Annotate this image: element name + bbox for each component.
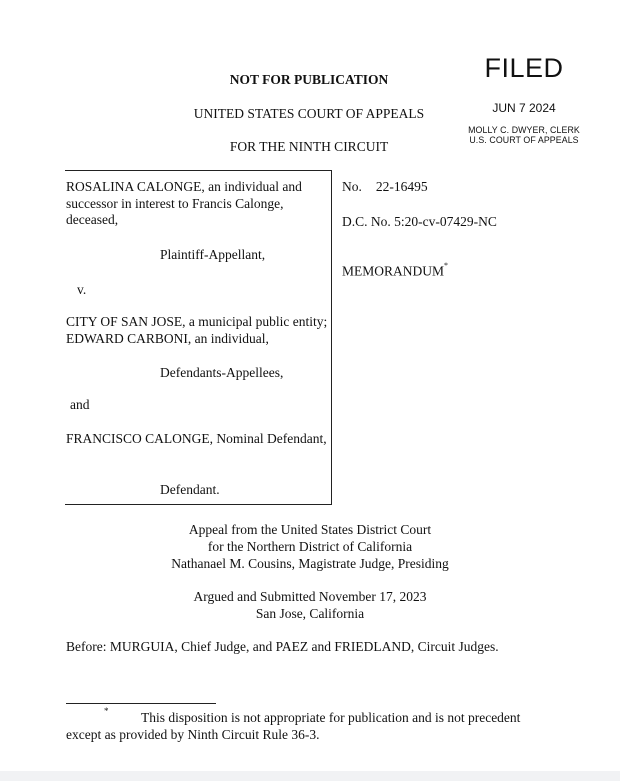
- memorandum-footnote-mark: *: [444, 261, 449, 270]
- plaintiff-name: ROSALINA CALONGE, an individual and successor in interest to Francis Calonge, deceased,: [66, 179, 302, 228]
- appeal-line-1: Appeal from the United States District Court: [188, 522, 432, 537]
- circuit-name: FOR THE NINTH CIRCUIT: [229, 139, 389, 154]
- appeal-line-3: Nathanael M. Cousins, Magistrate Judge, Presiding: [171, 556, 449, 571]
- versus-label: v.: [77, 282, 87, 297]
- viewer-bottom-bar: [0, 771, 620, 781]
- plaintiff-role: Plaintiff-Appellant,: [160, 247, 266, 262]
- case-number-label: No.: [342, 179, 362, 194]
- district-court-number: D.C. No. 5:20-cv-07429-NC: [342, 214, 497, 229]
- clerk-block: [450, 126, 598, 145]
- panel-judges: Before: MURGUIA, Chief Judge, and PAEZ and FRIEDLAND, Circuit Judges.: [66, 639, 499, 654]
- memorandum-label: MEMORANDUM: [342, 263, 445, 279]
- footnote-separator: [66, 703, 216, 704]
- court-name: UNITED STATES COURT OF APPEALS: [193, 106, 425, 121]
- nominal-defendant-name: FRANCISCO CALONGE, Nominal Defendant,: [66, 431, 327, 446]
- not-for-publication-heading: NOT FOR PUBLICATION: [229, 72, 389, 87]
- argued-line-2: San Jose, California: [255, 606, 365, 621]
- case-number: [342, 179, 428, 195]
- clerk-name: MOLLY C. DWYER, CLERK: [468, 125, 580, 135]
- footnote-mark: *: [104, 706, 109, 716]
- and-label: and: [70, 397, 90, 412]
- appeal-line-2: for the Northern District of California: [207, 539, 413, 554]
- filed-date: JUN 7 2024: [492, 101, 556, 115]
- footnote-line-2: except as provided by Ninth Circuit Rule 36-3.: [66, 727, 320, 742]
- argued-line-1: Argued and Submitted November 17, 2023: [193, 589, 427, 604]
- clerk-office: U.S. COURT OF APPEALS: [469, 134, 579, 145]
- case-number-value: 22-16495: [375, 179, 428, 194]
- defendants-name: CITY OF SAN JOSE, a municipal public entity; EDWARD CARBONI, an individual,: [66, 314, 328, 346]
- defendants-role: Defendants-Appellees,: [160, 365, 284, 380]
- nominal-defendant-role: Defendant.: [160, 482, 220, 497]
- memorandum-title: [342, 263, 448, 280]
- footnote-line-1: This disposition is not appropriate for publication and is not precedent: [141, 710, 521, 725]
- filed-label: FILED: [484, 53, 564, 83]
